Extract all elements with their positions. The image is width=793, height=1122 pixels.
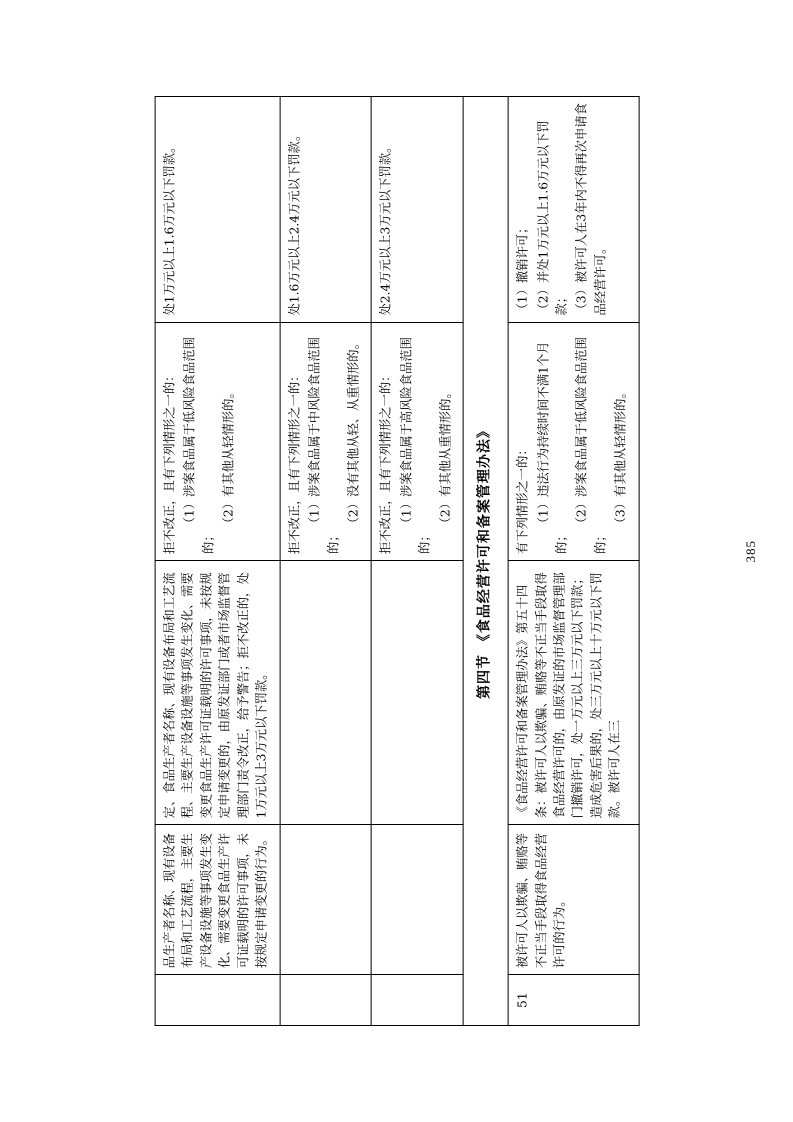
penalty-discretion-table [154,96,639,1026]
row-conditions: 拒不改正，且有下列情形之一的： （1）涉案食品属于高风险食品范围的； （2）有其他从重情形的。 [371,322,463,560]
row-number: 51 [508,975,639,1026]
table-row [508,97,639,1026]
row-legal-basis: 定、食品生产者名称、现有设备布局和工艺流程、主要生产设备设施等事项发生变化、需要变更食品生产许可证载明的许可事项，未按规定申请变更的，由原发证部门或者市场监督管理部门责令改正，给予警告；拒不改正的，处1万元以上3万元以下罚款。 [155,560,280,824]
table-row [279,97,371,1026]
row-legal-basis [371,560,463,824]
row-penalty: 处1.6万元以上2.4万元以下罚款。 [279,97,371,323]
row-item: 品生产者名称、现有设备布局和工艺流程，主要生产设备设施等事项发生变化、需要变更食品生产许可证载明的许可事项，未按规定申请变更的行为。 [155,825,280,975]
section-title-cell [463,97,508,1026]
row-item [371,825,463,975]
row-number [371,975,463,1026]
row-number [155,975,280,1026]
row-penalty: 处1万元以上1.6万元以下罚款。 [155,97,280,323]
row-item: 被许可人以欺骗、贿赂等不正当手段取得食品经营许可的行为。 [508,825,639,975]
row-penalty: （1）撤销许可； （2）并处1万元以上1.6万元以下罚款； （3）被许可人在3年内不得再次申请食品经营许可。 [508,97,639,323]
row-penalty: 处2.4万元以上3万元以下罚款。 [371,97,463,323]
row-conditions: 有下列情形之一的： （1）违法行为持续时间不满1个月的； （2）涉案食品属于低风险食品范围的； （3）有其他从轻情形的。 [508,322,639,560]
row-legal-basis [279,560,371,824]
rotated-table-container [154,96,639,1026]
section-heading-row [463,97,508,1026]
table-row [371,97,463,1026]
table-row [155,97,280,1026]
section-title: 第四节 《食品经营许可和备案管理办法》 [476,423,493,699]
row-conditions: 拒不改正，且有下列情形之一的： （1）涉案食品属于中风险食品范围的； （2）没有其他从轻、从重情形的。 [279,322,371,560]
row-legal-basis: 《食品经营许可和备案管理办法》第五十四条：被许可人以欺骗、贿赂等不正当手段取得食品经营许可的，由原发证的市场监督管理部门撤销许可，处一万元以上三万元以下罚款；造成危害后果的，处三万元以上十万元以下罚款。被许可人在三 [508,560,639,824]
row-conditions: 拒不改正，且有下列情形之一的： （1）涉案食品属于低风险食品范围的； （2）有其他从轻情形的。 [155,322,280,560]
row-number [279,975,371,1026]
page-number: 385 [743,540,758,563]
row-item [279,825,371,975]
